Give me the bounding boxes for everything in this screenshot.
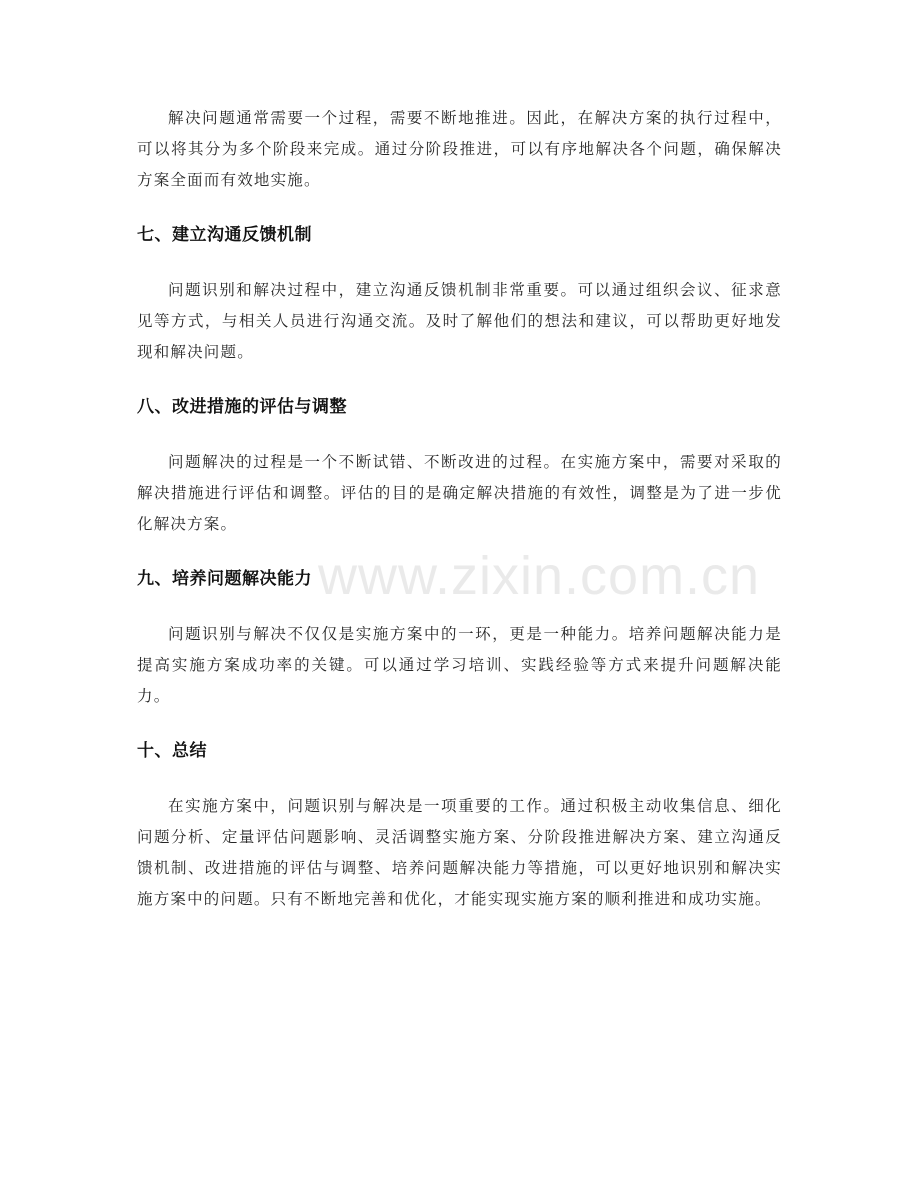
watermark-text: www.zixin.com.cn [318,546,761,606]
paragraph-section-8: 问题解决的过程是一个不断试错、不断改进的过程。在实施方案中，需要对采取的解决措施进行评估和调整。评估的目的是确定解决措施的有效性，调整是为了进一步优化解决方案。 [137,453,782,533]
paragraph-summary: 在实施方案中，问题识别与解决是一项重要的工作。通过积极主动收集信息、细化问题分析、定量评估问题影响、灵活调整实施方案、分阶段推进解决方案、建立沟通反馈机制、改进措施的评估与调整、培养问题解决能力等措施，可以更好地识别和解决实施方案中的问题。只有不断地完善和优化，才能实现实施方案的顺利推进和成功实施。 [137,797,782,908]
heading-section-10: 十、总结 [137,741,207,761]
paragraph-section-9: 问题识别与解决不仅仅是实施方案中的一环，更是一种能力。培养问题解决能力是提高实施方案成功率的关键。可以通过学习培训、实践经验等方式来提升问题解决能力。 [137,625,782,705]
document-body [137,103,782,915]
heading-section-8: 八、改进措施的评估与调整 [137,397,347,417]
paragraph-section-7: 问题识别和解决过程中，建立沟通反馈机制非常重要。可以通过组织会议、征求意见等方式，与相关人员进行沟通交流。及时了解他们的想法和建议，可以帮助更好地发现和解决问题。 [137,281,782,361]
heading-section-9: 九、培养问题解决能力 [137,569,312,589]
heading-section-7: 七、建立沟通反馈机制 [137,225,312,245]
paragraph-phased-progress: 解决问题通常需要一个过程，需要不断地推进。因此，在解决方案的执行过程中，可以将其分为多个阶段来完成。通过分阶段推进，可以有序地解决各个问题，确保解决方案全面而有效地实施。 [137,109,782,189]
